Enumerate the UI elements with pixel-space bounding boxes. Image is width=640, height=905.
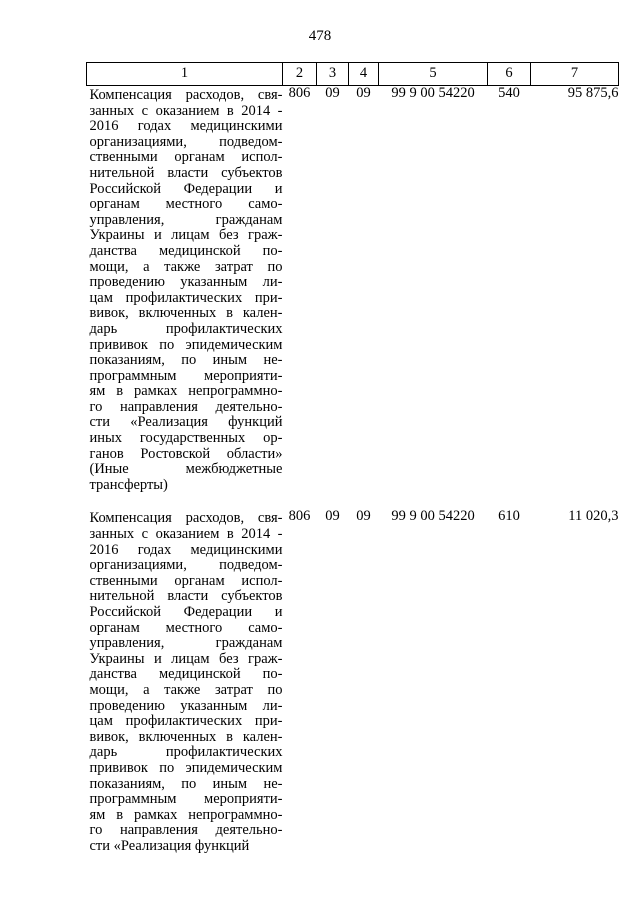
row-description xyxy=(87,86,283,496)
header-col-3: 3 xyxy=(317,63,349,86)
cell-section: 09 xyxy=(325,508,340,525)
description-line: органам местного само- xyxy=(89,196,283,213)
description-line: прививок по эпидемическим xyxy=(89,336,283,353)
row-description xyxy=(87,509,283,856)
row-spacer xyxy=(87,495,619,509)
description-line: управления, гражданам xyxy=(89,211,283,228)
cell-amount: 95 875,6 xyxy=(567,85,619,101)
description-line: иных государственных ор- xyxy=(89,430,283,447)
table-header-row xyxy=(87,63,619,86)
description-line: программным мероприяти- xyxy=(89,791,283,808)
description-line: вивок, включенных в кален- xyxy=(89,728,283,745)
description-line: (Иные межбюджетные xyxy=(89,461,283,478)
cell-expense-type: 610 xyxy=(498,508,520,525)
description-line: Украины и лицам без граж- xyxy=(89,650,283,667)
description-line: нительной власти субъектов xyxy=(89,164,283,181)
description-line: организациями, подведом- xyxy=(89,133,283,150)
cell-expense-type: 540 xyxy=(498,85,520,101)
description-text xyxy=(87,86,283,495)
description-line: сти «Реализация функций xyxy=(89,837,250,854)
description-line: 2016 годах медицинскими xyxy=(89,118,283,135)
description-line: мощи, а также затрат по xyxy=(89,258,283,275)
cell-ministry-code: 806 xyxy=(288,85,311,101)
cell-target-article: 99 9 00 54220 xyxy=(391,508,475,525)
description-line: цам профилактических при- xyxy=(89,713,283,730)
description-line: программным мероприяти- xyxy=(89,367,283,384)
description-line: го направления деятельно- xyxy=(89,398,283,415)
description-line: проведению указанным ли- xyxy=(89,697,283,714)
cell-subsection: 09 xyxy=(356,508,371,525)
description-line: Украины и лицам без граж- xyxy=(89,227,283,244)
description-line: трансферты) xyxy=(89,476,168,493)
cell-subsection: 09 xyxy=(356,85,371,101)
description-line: занных с оказанием в 2014 - xyxy=(89,102,283,119)
description-line: ям в рамках непрограммно- xyxy=(89,806,283,823)
description-line: Компенсация расходов, свя- xyxy=(89,510,283,527)
description-line: ганов Ростовской области» xyxy=(89,445,283,462)
description-line: Компенсация расходов, свя- xyxy=(89,87,283,103)
description-line: сти «Реализация функций xyxy=(89,414,283,431)
header-col-1: 1 xyxy=(87,63,283,86)
description-line: проведению указанным ли- xyxy=(89,274,283,291)
page-number: 478 xyxy=(308,28,332,44)
header-col-5: 5 xyxy=(379,63,488,86)
description-line: ям в рамках непрограммно- xyxy=(89,383,283,400)
description-line: занных с оказанием в 2014 - xyxy=(89,526,283,543)
description-line: управления, гражданам xyxy=(89,635,283,652)
description-line: показаниям, по иным не- xyxy=(89,775,283,792)
description-line: прививок по эпидемическим xyxy=(89,759,283,776)
description-line: ственными органам испол- xyxy=(89,149,283,166)
header-col-7: 7 xyxy=(531,63,619,86)
description-line: органам местного само- xyxy=(89,619,283,636)
description-line: го направления деятельно- xyxy=(89,822,283,839)
cell-amount: 11 020,3 xyxy=(568,508,619,525)
description-line: 2016 годах медицинскими xyxy=(89,541,283,558)
header-col-2: 2 xyxy=(283,63,317,86)
description-line: данства медицинской по- xyxy=(89,666,283,683)
description-line: организациями, подведом- xyxy=(89,557,283,574)
description-line: дарь профилактических xyxy=(89,744,283,761)
description-line: нительной власти субъектов xyxy=(89,588,283,605)
description-line: данства медицинской по- xyxy=(89,242,283,259)
table-row xyxy=(87,509,619,856)
description-line: Российской Федерации и xyxy=(89,180,283,197)
cell-target-article: 99 9 00 54220 xyxy=(391,85,475,101)
description-line: ственными органам испол- xyxy=(89,572,283,589)
table-row xyxy=(87,86,619,496)
cell-section: 09 xyxy=(325,85,340,101)
description-line: мощи, а также затрат по xyxy=(89,681,283,698)
description-line: Российской Федерации и xyxy=(89,604,283,620)
description-text xyxy=(87,509,283,856)
cell-ministry-code: 806 xyxy=(288,508,311,525)
description-line: вивок, включенных в кален- xyxy=(89,305,283,322)
budget-table xyxy=(86,62,619,857)
header-col-6: 6 xyxy=(488,63,531,86)
description-line: показаниям, по иным не- xyxy=(89,352,283,369)
header-col-4: 4 xyxy=(349,63,379,86)
description-line: цам профилактических при- xyxy=(89,289,283,306)
description-line: дарь профилактических xyxy=(89,320,283,337)
